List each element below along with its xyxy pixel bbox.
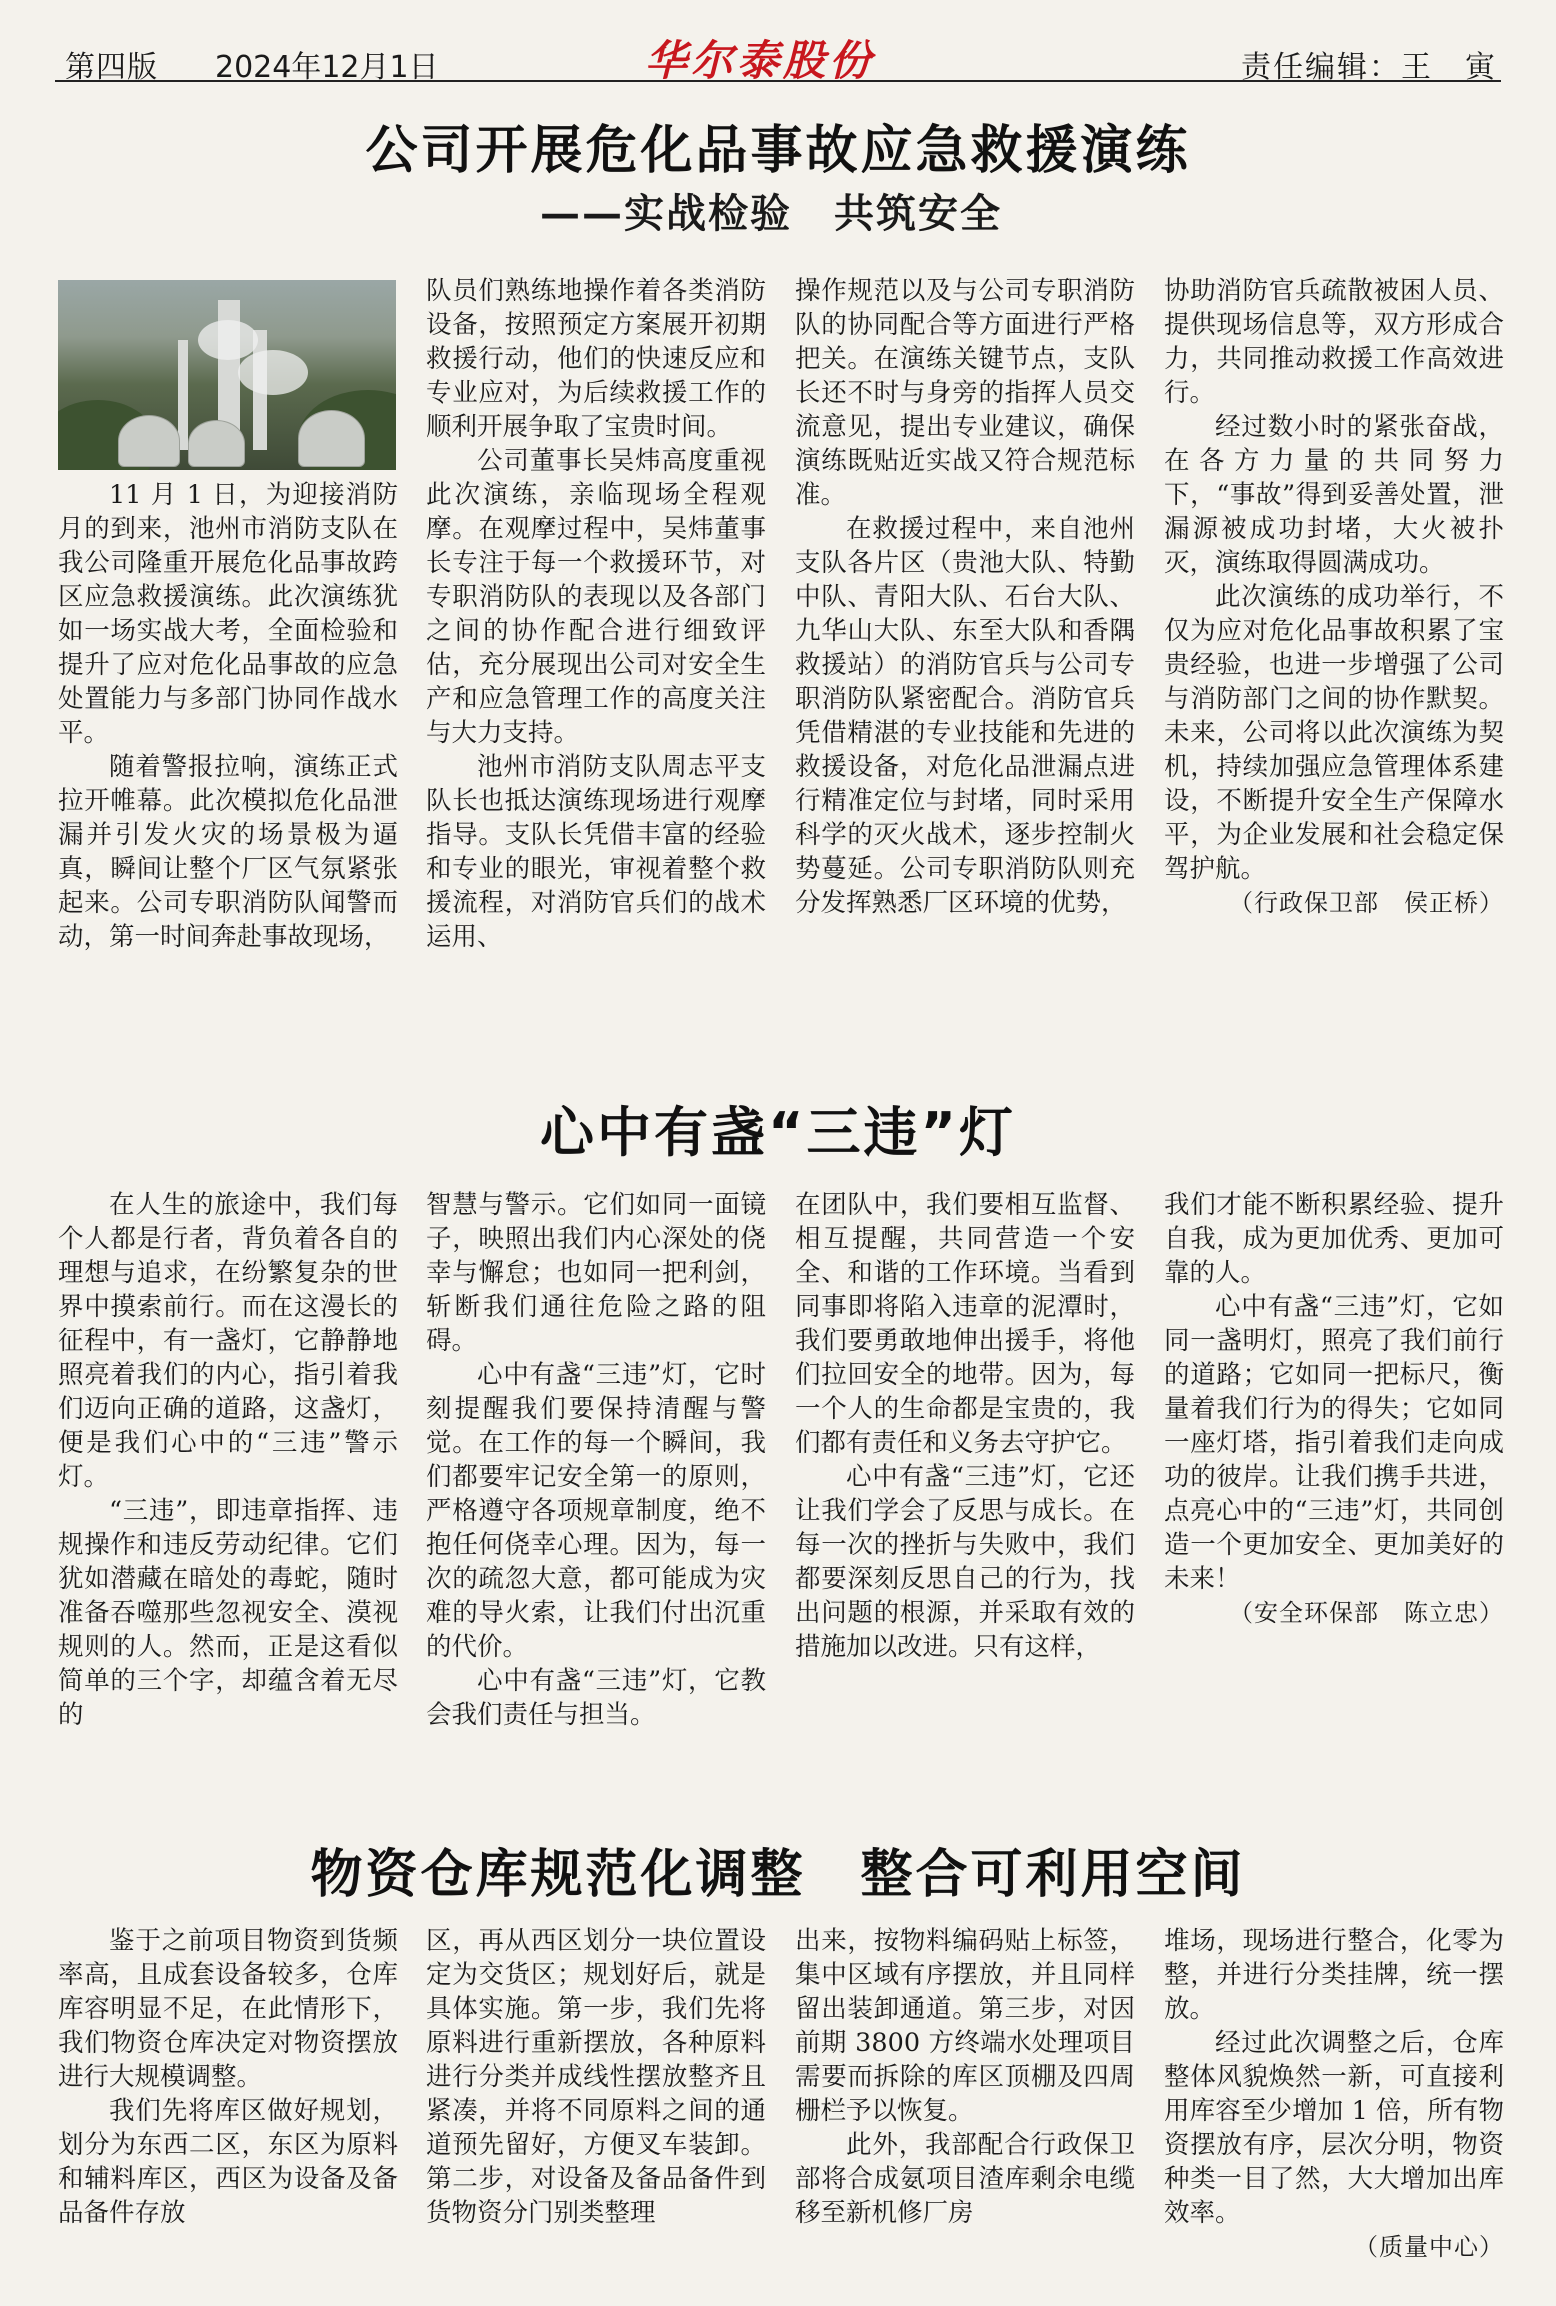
paragraph: 11 月 1 日，为迎接消防月的到来，池州市消防支队在我公司隆重开展危化品事故跨区应急救援演练。此次演练犹如一场实战大考，全面检验和提升了应对危化品事故的应急处置能力与多部门协同作战水平。	[58, 480, 398, 748]
article1-subtitle: ——实战检验 共筑安全	[540, 190, 1002, 237]
article3-column-1	[58, 1924, 398, 2230]
article1-column-2	[426, 274, 766, 954]
article2-column-4	[1164, 1188, 1504, 1630]
paragraph: 在救援过程中，来自池州支队各片区（贵池大队、特勤中队、青阳大队、石台大队、九华山大队、东至大队和香隅救援站）的消防官兵与公司专职消防队紧密配合。消防官兵凭借精湛的专业技能和先进的救援设备，对危化品泄漏点进行精准定位与封堵，同时采用科学的灭火战术，逐步控制火势蔓延。公司专职消防队则充分发挥熟悉厂区环境的优势，	[795, 514, 1135, 918]
article2-title: 心中有盏“三违”灯	[540, 1101, 1016, 1164]
issue-date: 2024年12月1日	[215, 50, 439, 85]
paragraph: 池州市消防支队周志平支队长也抵达演练现场进行观摩指导。支队长凭借丰富的经验和专业的眼光，审视着整个救援流程，对消防官兵们的战术运用、	[426, 752, 766, 952]
paragraph: 在团队中，我们要相互监督、相互提醒，共同营造一个安全、和谐的工作环境。当看到同事即将陷入违章的泥潭时，我们要勇敢地伸出援手，将他们拉回安全的地带。因为，每一个人的生命都是宝贵的，我们都有责任和义务去守护它。	[795, 1190, 1135, 1458]
paragraph: 我们先将库区做好规划，划分为东西二区，东区为原料和辅料库区，西区为设备及备品备件存放	[58, 2096, 398, 2228]
article3-column-2	[426, 1924, 766, 2230]
paragraph: 随着警报拉响，演练正式拉开帷幕。此次模拟危化品泄漏并引发火灾的场景极为逼真，瞬间让整个厂区气氛紧张起来。公司专职消防队闻警而动，第一时间奔赴事故现场，	[58, 752, 398, 952]
paragraph: 在人生的旅途中，我们每个人都是行者，背负着各自的理想与追求，在纷繁复杂的世界中摸索前行。而在这漫长的征程中，有一盏灯，它静静地照亮着我们的内心，指引着我们迈向正确的道路，这盏灯，便是我们心中的“三违”警示灯。	[58, 1190, 398, 1492]
article2-signature: （安全环保部 陈立忠）	[1229, 1599, 1504, 1627]
factory-photo	[58, 280, 396, 470]
paragraph: 协助消防官兵疏散被困人员、提供现场信息等，双方形成合力，共同推动救援工作高效进行。	[1164, 276, 1504, 408]
article2-column-3	[795, 1188, 1135, 1664]
paragraph: 心中有盏“三违”灯，它如同一盏明灯，照亮了我们前行的道路；它如同一把标尺，衡量着我们行为的得失；它如同一座灯塔，指引着我们走向成功的彼岸。让我们携手共进，点亮心中的“三违”灯，共同创造一个更加安全、更加美好的未来！	[1164, 1292, 1504, 1594]
paragraph: “三违”，即违章指挥、违规操作和违反劳动纪律。它们犹如潜藏在暗处的毒蛇，随时准备吞噬那些忽视安全、漠视规则的人。然而，正是这看似简单的三个字，却蕴含着无尽的	[58, 1496, 398, 1730]
article1-column-3	[795, 274, 1135, 920]
paragraph: 出来，按物料编码贴上标签，集中区域有序摆放，并且同样留出装卸通道。第三步，对因前期 3800 方终端水处理项目需要而拆除的库区顶棚及四周栅栏予以恢复。	[795, 1926, 1135, 2126]
paragraph: 此外，我部配合行政保卫部将合成氨项目渣库剩余电缆移至新机修厂房	[795, 2130, 1135, 2228]
article2-column-1	[58, 1188, 398, 1732]
paragraph: 我们才能不断积累经验、提升自我，成为更加优秀、更加可靠的人。	[1164, 1190, 1504, 1288]
paragraph: 公司董事长吴炜高度重视此次演练，亲临现场全程观摩。在观摩过程中，吴炜董事长专注于每一个救援环节，对专职消防队的表现以及各部门之间的协作配合进行细致评估，充分展现出公司对安全生产和应急管理工作的高度关注与大力支持。	[426, 446, 766, 748]
article1-signature: （行政保卫部 侯正桥）	[1229, 889, 1504, 917]
paragraph: 心中有盏“三违”灯，它教会我们责任与担当。	[426, 1666, 766, 1730]
article2-column-2	[426, 1188, 766, 1732]
article3-title: 物资仓库规范化调整 整合可利用空间	[310, 1845, 1246, 1905]
article1-column-4	[1164, 274, 1504, 920]
paragraph: 区，再从西区划分一块位置设定为交货区；规划好后，就是具体实施。第一步，我们先将原料进行重新摆放，各种原料进行分类并成线性摆放整齐且紧凑，并将不同原料之间的通道预先留好，方便叉车装卸。第二步，对设备及备品备件到货物资分门别类整理	[426, 1926, 766, 2228]
paragraph: 经过数小时的紧张奋战，在各方力量的共同努力下，“事故”得到妥善处置，泄漏源被成功封堵，大火被扑灭，演练取得圆满成功。	[1164, 412, 1504, 578]
article3-column-3	[795, 1924, 1135, 2230]
paragraph: 操作规范以及与公司专职消防队的协同配合等方面进行严格把关。在演练关键节点，支队长还不时与身旁的指挥人员交流意见，提出专业建议，确保演练既贴近实战又符合规范标准。	[795, 276, 1135, 510]
paper-title: 华尔泰股份	[645, 36, 876, 85]
masthead	[55, 28, 1501, 85]
paragraph: 队员们熟练地操作着各类消防设备，按照预定方案展开初期救援行动，他们的快速反应和专业应对，为后续救援工作的顺利开展争取了宝贵时间。	[426, 276, 766, 442]
editor-credit: 责任编辑：王 寅	[1241, 50, 1497, 85]
paragraph: 鉴于之前项目物资到货频率高，且成套设备较多，仓库库容明显不足，在此情形下，我们物资仓库决定对物资摆放进行大规模调整。	[58, 1926, 398, 2092]
article3-column-4	[1164, 1924, 1504, 2264]
paragraph: 心中有盏“三违”灯，它还让我们学会了反思与成长。在每一次的挫折与失败中，我们都要深刻反思自己的行为，找出问题的根源，并采取有效的措施加以改进。只有这样，	[795, 1462, 1135, 1662]
paragraph: 心中有盏“三违”灯，它时刻提醒我们要保持清醒与警觉。在工作的每一个瞬间，我们都要牢记安全第一的原则，严格遵守各项规章制度，绝不抱任何侥幸心理。因为，每一次的疏忽大意，都可能成为灾难的导火索，让我们付出沉重的代价。	[426, 1360, 766, 1662]
article3-signature: （质量中心）	[1354, 2233, 1504, 2261]
paragraph: 此次演练的成功举行，不仅为应对危化品事故积累了宝贵经验，也进一步增强了公司与消防部门之间的协作默契。未来，公司将以此次演练为契机，持续加强应急管理体系建设，不断提升安全生产保障水平，为企业发展和社会稳定保驾护航。	[1164, 582, 1504, 884]
paragraph: 智慧与警示。它们如同一面镜子，映照出我们内心深处的侥幸与懈怠；也如同一把利剑，斩断我们通往危险之路的阻碍。	[426, 1190, 766, 1356]
paragraph: 经过此次调整之后，仓库整体风貌焕然一新，可直接利用库容至少增加 1 倍，所有物资摆放有序，层次分明，物资种类一目了然，大大增加出库效率。	[1164, 2028, 1504, 2228]
paragraph: 堆场，现场进行整合，化零为整，并进行分类挂牌，统一摆放。	[1164, 1926, 1504, 2024]
article1-title: 公司开展危化品事故应急救援演练	[365, 121, 1191, 181]
edition-label: 第四版	[65, 50, 158, 85]
article1-column-1	[58, 478, 398, 954]
